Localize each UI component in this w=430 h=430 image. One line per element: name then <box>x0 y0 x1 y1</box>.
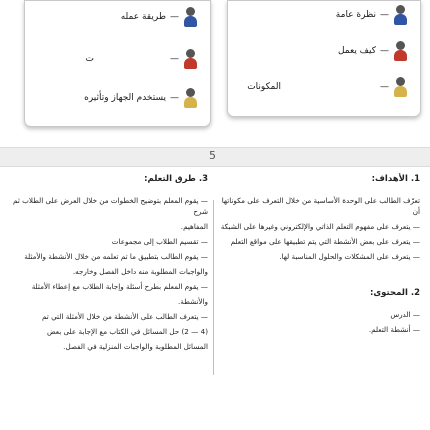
section-heading: 3. طرق التعلم: <box>144 174 208 184</box>
section-heading: 2. المحتوى: <box>369 288 420 298</box>
paragraph: — يتعرف على بعض الأنشطة التي يتم تطبيقها على مواقع التعلم <box>230 237 420 246</box>
paragraph: — يتعرف على مفهوم التعلم الذاتي والإلكتروني وغيرها على الشبكة <box>220 222 420 231</box>
card-row-label: المكونات <box>247 82 281 92</box>
paragraph: — يقوم المعلم بتوضيح الخطوات من خلال العرض على الطلاب ثم شرح <box>13 196 208 216</box>
paragraph: (4 — 2) حل المسائل في الكتاب مع الإجابة على بعض <box>47 327 208 336</box>
section-heading: 1. الأهداف: <box>371 174 420 184</box>
paragraph: — يقوم المعلم بطرح أسئلة وإجابة الطلاب مع إعطاء الأمثلة <box>31 282 208 291</box>
person-icon <box>183 7 198 27</box>
card-row: — طريقة عمله <box>121 7 198 27</box>
person-icon <box>393 77 408 97</box>
page-separator <box>0 147 430 167</box>
document-body <box>0 166 430 430</box>
column-divider <box>213 200 214 375</box>
card-row: — المكونات <box>247 77 408 97</box>
card-row-label: كيف يعمل <box>337 46 376 56</box>
paragraph: — تقسيم الطلاب إلى مجموعات <box>111 237 208 246</box>
paragraph: المفاهيم. <box>180 222 208 231</box>
paragraph: تعرّف الطالب على الوحدة الأساسية من خلال التعرف على مكوناتها أن <box>221 196 420 216</box>
card-row: — كيف يعمل <box>338 41 408 61</box>
person-icon <box>183 88 198 108</box>
paragraph: — يتعرف الطالب على الأنشطة من خلال الأمثلة التي تم <box>42 312 208 321</box>
paragraph: — يقوم الطالب بتطبيق ما تم تعلمه من خلال الأنشطة والأمثلة <box>24 252 208 261</box>
top-image-panel <box>0 0 430 147</box>
person-icon <box>393 5 408 25</box>
card-row-label: طريقة عمله <box>120 12 166 22</box>
card-row: — ت <box>86 49 198 69</box>
card-row: — يستخدم الجهاز وتأثيره <box>84 88 198 108</box>
diagram-card-left <box>24 0 211 127</box>
person-icon <box>393 41 408 61</box>
paragraph: — أنشطة التعلم. <box>368 325 420 334</box>
card-row-label: نظرة عامة <box>335 10 376 20</box>
right-column <box>215 166 420 339</box>
card-row: — نظرة عامة <box>336 5 408 25</box>
paragraph: والواجبات المطلوبة منه داخل الفصل وخارجه. <box>72 267 208 276</box>
card-row-label: ت <box>85 54 94 64</box>
page-number: 5 <box>209 149 216 162</box>
paragraph: المسائل المطلوبة والواجبات المنزلية في الفصل. <box>63 342 208 351</box>
person-icon <box>183 49 198 69</box>
paragraph: — الدرس <box>390 310 420 319</box>
paragraph: والأنشطة. <box>177 297 208 306</box>
left-column <box>6 166 208 356</box>
diagram-card-right <box>227 0 421 117</box>
card-row-label: يستخدم الجهاز وتأثيره <box>84 93 166 103</box>
paragraph: — يتعرف على المشكلات والحلول المناسبة لها. <box>279 252 420 261</box>
